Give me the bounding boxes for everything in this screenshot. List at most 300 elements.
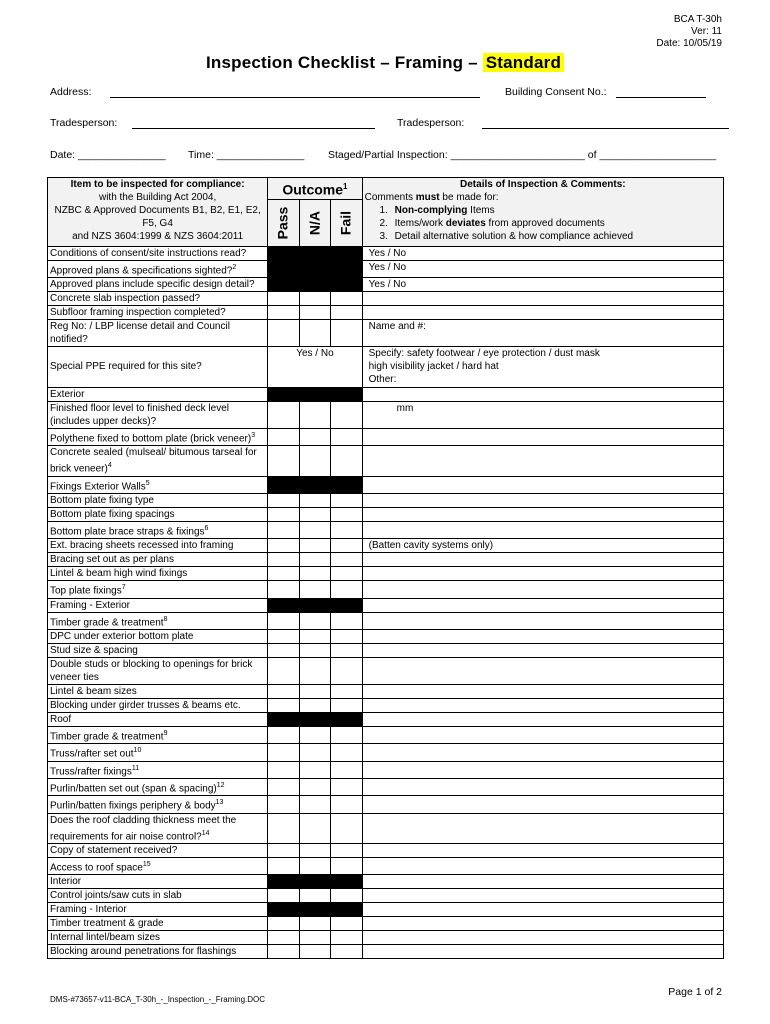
comments-cell[interactable] <box>362 744 723 761</box>
pass-checkbox[interactable] <box>268 291 299 305</box>
section-title <box>48 712 268 726</box>
fail-checkbox[interactable] <box>331 567 362 581</box>
table-row <box>48 857 724 874</box>
pass-checkbox[interactable] <box>268 319 299 346</box>
ppe-outcome-text: Yes / No <box>296 347 334 359</box>
item-text: Subfloor framing inspection completed? <box>50 306 226 318</box>
pass-checkbox[interactable] <box>268 305 299 319</box>
item-text: Concrete sealed (mulseal/ bitumous tarseal for brick veneer) <box>50 447 257 475</box>
staged-inspection-field[interactable]: Staged/Partial Inspection: _______________________ of ____________________ <box>328 149 717 161</box>
comments-cell[interactable] <box>362 684 723 698</box>
item-cell <box>48 581 268 598</box>
table-row <box>48 446 724 476</box>
comments-cell[interactable] <box>362 476 723 493</box>
item-header-line4: and NZS 3604:1999 & NZS 3604:2011 <box>72 231 244 242</box>
comments-cell[interactable] <box>362 612 723 629</box>
fail-checkbox[interactable] <box>331 507 362 521</box>
outcome-label: Outcome <box>282 181 344 198</box>
na-checkbox[interactable] <box>299 657 330 684</box>
section-row <box>48 387 724 401</box>
item-cell <box>48 857 268 874</box>
pass-checkbox[interactable] <box>268 917 299 931</box>
na-label: N/A <box>306 210 323 235</box>
na-checkbox[interactable] <box>299 843 330 857</box>
fail-checkbox[interactable] <box>331 446 362 476</box>
item-cell <box>48 401 268 428</box>
item-cell <box>48 305 268 319</box>
na-checkbox[interactable] <box>299 553 330 567</box>
item-text: Roof <box>50 713 72 725</box>
fail-label: Fail <box>337 210 354 235</box>
item-cell <box>48 813 268 843</box>
item-header-line3: NZBC & Approved Documents B1, B2, E1, E2, F5, G4 <box>54 205 261 229</box>
checklist-table <box>47 177 724 959</box>
outcome-blocked <box>268 903 362 917</box>
pass-checkbox[interactable] <box>268 761 299 778</box>
section-title <box>48 387 268 401</box>
na-checkbox[interactable] <box>299 539 330 553</box>
consent-label: Building Consent No.: <box>505 86 607 98</box>
title-main: Inspection Checklist – Framing – <box>205 53 483 72</box>
document-reference: DMS-#73657-v11-BCA_T-30h_-_Inspection_-_Framing.DOC <box>50 995 266 1004</box>
fail-checkbox[interactable] <box>331 553 362 567</box>
outcome-blocked <box>268 598 362 612</box>
pass-checkbox[interactable] <box>268 796 299 813</box>
item-text: Exterior <box>50 388 85 400</box>
item-cell <box>48 889 268 903</box>
item-cell <box>48 567 268 581</box>
outcome-blocked <box>268 260 362 277</box>
item-text: Bracing set out as per plans <box>50 554 174 566</box>
footnote-ref: 12 <box>216 781 225 789</box>
table-row <box>48 813 724 843</box>
item-text: Lintel & beam high wind fixings <box>50 568 188 580</box>
table-row <box>48 539 724 553</box>
item-text: Stud size & spacing <box>50 644 138 656</box>
na-checkbox[interactable] <box>299 726 330 743</box>
item-cell <box>48 553 268 567</box>
pass-checkbox[interactable] <box>268 567 299 581</box>
na-checkbox[interactable] <box>299 401 330 428</box>
comment-text: mm <box>396 402 414 414</box>
comment-text: Yes / No <box>368 247 407 259</box>
na-checkbox[interactable] <box>299 319 330 346</box>
item-cell <box>48 260 268 277</box>
item-text: Bottom plate fixing type <box>50 494 154 506</box>
table-row <box>48 726 724 743</box>
comments-cell[interactable] <box>362 401 723 428</box>
tradesperson-1-label: Tradesperson: <box>50 117 118 129</box>
item-text: Blocking under girder trusses & beams etc. <box>50 699 241 711</box>
footnote-ref: 11 <box>131 764 140 772</box>
comments-cell[interactable] <box>362 875 723 889</box>
fail-checkbox[interactable] <box>331 291 362 305</box>
na-checkbox[interactable] <box>299 305 330 319</box>
table-row <box>48 629 724 643</box>
table-row <box>48 612 724 629</box>
item-text: Bottom plate brace straps & fixings <box>50 526 205 538</box>
doc-date: Date: 10/05/19 <box>656 38 722 49</box>
table-row <box>48 246 724 260</box>
details-column-header <box>362 178 723 247</box>
table-row <box>48 744 724 761</box>
outcome-blocked <box>268 387 362 401</box>
comments-cell[interactable] <box>362 857 723 874</box>
na-checkbox[interactable] <box>299 612 330 629</box>
comments-cell[interactable] <box>362 507 723 521</box>
pass-checkbox[interactable] <box>268 581 299 598</box>
item-text: Fixings Exterior Walls <box>50 480 146 492</box>
details-header-title: Details of Inspection & Comments: <box>460 179 626 190</box>
comments-cell[interactable] <box>362 889 723 903</box>
pass-checkbox[interactable] <box>268 843 299 857</box>
section-row <box>48 712 724 726</box>
fail-checkbox[interactable] <box>331 684 362 698</box>
table-row <box>48 319 724 346</box>
comments-cell[interactable] <box>362 521 723 538</box>
item-text: Timber grade & treatment <box>50 616 164 628</box>
tradesperson-2-label: Tradesperson: <box>397 117 465 129</box>
item-cell <box>48 493 268 507</box>
table-row <box>48 260 724 277</box>
pass-checkbox[interactable] <box>268 553 299 567</box>
pass-checkbox[interactable] <box>268 726 299 743</box>
outcome-blocked <box>268 277 362 291</box>
fail-checkbox[interactable] <box>331 726 362 743</box>
fail-checkbox[interactable] <box>331 761 362 778</box>
item-cell <box>48 539 268 553</box>
item-text: Blocking around penetrations for flashings <box>50 946 237 958</box>
fail-checkbox[interactable] <box>331 319 362 346</box>
comments-cell[interactable] <box>362 319 723 346</box>
table-row <box>48 401 724 428</box>
comments-cell[interactable] <box>362 387 723 401</box>
na-checkbox[interactable] <box>299 857 330 874</box>
section-title <box>48 476 268 493</box>
comments-cell[interactable] <box>362 246 723 260</box>
comments-cell[interactable] <box>362 778 723 795</box>
item-header-line2: with the Building Act 2004, <box>98 192 217 203</box>
item-text: Timber grade & treatment <box>50 731 164 743</box>
comment-text: Name and #: <box>368 320 426 332</box>
pass-checkbox[interactable] <box>268 945 299 959</box>
pass-checkbox[interactable] <box>268 539 299 553</box>
pass-column-header <box>268 199 299 246</box>
item-text: Truss/rafter set out <box>50 748 134 760</box>
comments-cell[interactable] <box>362 903 723 917</box>
section-title <box>48 875 268 889</box>
comments-cell[interactable] <box>362 945 723 959</box>
pass-checkbox[interactable] <box>268 446 299 476</box>
outcome-blocked <box>268 246 362 260</box>
ppe-yes-no[interactable] <box>268 346 362 387</box>
table-row <box>48 291 724 305</box>
item-text: Purlin/batten set out (span & spacing) <box>50 783 217 795</box>
comments-cell[interactable] <box>362 843 723 857</box>
na-checkbox[interactable] <box>299 581 330 598</box>
time-field[interactable]: Time: _______________ <box>188 149 305 161</box>
footnote-ref: 13 <box>215 799 224 807</box>
item-cell <box>48 657 268 684</box>
fail-checkbox[interactable] <box>331 612 362 629</box>
details-requirement-item: 2. Items/work deviates from approved documents <box>391 217 721 230</box>
item-text: Conditions of consent/site instructions read? <box>50 247 247 259</box>
comment-text: Yes / No <box>368 278 407 290</box>
footnote-ref: 10 <box>133 747 142 755</box>
comments-cell[interactable] <box>362 260 723 277</box>
item-text: Purlin/batten fixings periphery & body <box>50 800 216 812</box>
pass-checkbox[interactable] <box>268 507 299 521</box>
comments-cell[interactable] <box>362 813 723 843</box>
na-checkbox[interactable] <box>299 744 330 761</box>
pass-checkbox[interactable] <box>268 698 299 712</box>
na-checkbox[interactable] <box>299 945 330 959</box>
details-intro: Comments must be made for: <box>364 192 499 203</box>
comments-cell[interactable] <box>362 291 723 305</box>
footnote-ref: 6 <box>204 524 209 532</box>
item-text: Finished floor level to finished deck level (includes upper decks)? <box>50 402 229 427</box>
pass-checkbox[interactable] <box>268 778 299 795</box>
table-row <box>48 507 724 521</box>
tradesperson-1-field[interactable] <box>132 128 375 129</box>
table-row <box>48 778 724 795</box>
item-cell <box>48 684 268 698</box>
item-cell <box>48 507 268 521</box>
item-text: Timber treatment & grade <box>50 918 164 930</box>
table-row <box>48 684 724 698</box>
comment-text: Yes / No <box>368 261 407 273</box>
footnote-ref: 5 <box>145 479 150 487</box>
item-text: Bottom plate fixing spacings <box>50 508 175 520</box>
section-row <box>48 476 724 493</box>
comments-cell[interactable] <box>362 553 723 567</box>
pass-label: Pass <box>274 206 291 240</box>
doc-version: Ver: 11 <box>691 26 722 37</box>
pass-checkbox[interactable] <box>268 612 299 629</box>
comments-cell[interactable] <box>362 305 723 319</box>
fail-checkbox[interactable] <box>331 889 362 903</box>
fail-checkbox[interactable] <box>331 581 362 598</box>
pass-checkbox[interactable] <box>268 744 299 761</box>
na-checkbox[interactable] <box>299 917 330 931</box>
comments-cell[interactable] <box>362 712 723 726</box>
comments-cell[interactable] <box>362 428 723 445</box>
item-cell <box>48 643 268 657</box>
date-field[interactable]: Date: _______________ <box>50 149 166 161</box>
item-cell <box>48 346 268 387</box>
item-cell <box>48 931 268 945</box>
outcome-footnote: 1 <box>343 182 348 191</box>
table-row <box>48 305 724 319</box>
fail-checkbox[interactable] <box>331 796 362 813</box>
item-text: Concrete slab inspection passed? <box>50 292 201 304</box>
fail-checkbox[interactable] <box>331 493 362 507</box>
footnote-ref: 15 <box>142 860 151 868</box>
item-cell <box>48 612 268 629</box>
footnote-ref: 14 <box>201 829 210 837</box>
na-checkbox[interactable] <box>299 761 330 778</box>
comments-cell[interactable] <box>362 657 723 684</box>
item-cell <box>48 744 268 761</box>
comments-cell[interactable] <box>362 629 723 643</box>
pass-checkbox[interactable] <box>268 657 299 684</box>
title-highlight: Standard <box>483 53 564 72</box>
fail-checkbox[interactable] <box>331 539 362 553</box>
comments-cell[interactable] <box>362 581 723 598</box>
comments-cell[interactable] <box>362 726 723 743</box>
table-row <box>48 698 724 712</box>
item-header-title: Item to be inspected for compliance: <box>70 179 245 190</box>
item-column-header <box>48 178 268 247</box>
item-cell <box>48 291 268 305</box>
fail-checkbox[interactable] <box>331 931 362 945</box>
na-checkbox[interactable] <box>299 796 330 813</box>
na-checkbox[interactable] <box>299 684 330 698</box>
comments-cell[interactable] <box>362 567 723 581</box>
comments-cell[interactable] <box>362 698 723 712</box>
na-checkbox[interactable] <box>299 931 330 945</box>
na-checkbox[interactable] <box>299 643 330 657</box>
item-text: Does the roof cladding thickness meet the requirements for air noise control? <box>50 814 237 842</box>
na-checkbox[interactable] <box>299 291 330 305</box>
pass-checkbox[interactable] <box>268 684 299 698</box>
pass-checkbox[interactable] <box>268 428 299 445</box>
details-requirements-list <box>365 204 721 243</box>
fail-checkbox[interactable] <box>331 813 362 843</box>
checklist-rows <box>48 246 724 959</box>
table-row <box>48 796 724 813</box>
fail-checkbox[interactable] <box>331 629 362 643</box>
details-requirement-item: 1. Non-complying Items <box>391 204 721 217</box>
fail-checkbox[interactable] <box>331 843 362 857</box>
item-cell <box>48 698 268 712</box>
pass-checkbox[interactable] <box>268 521 299 538</box>
tradesperson-2-field[interactable] <box>482 128 729 129</box>
pass-checkbox[interactable] <box>268 629 299 643</box>
footnote-ref: 9 <box>163 729 168 737</box>
item-text: DPC under exterior bottom plate <box>50 630 194 642</box>
item-cell <box>48 917 268 931</box>
na-checkbox[interactable] <box>299 567 330 581</box>
pass-checkbox[interactable] <box>268 857 299 874</box>
table-row <box>48 945 724 959</box>
item-text: Approved plans & specifications sighted? <box>50 264 233 276</box>
comments-cell[interactable] <box>362 277 723 291</box>
outcome-header <box>268 178 362 200</box>
consent-field[interactable] <box>616 97 706 98</box>
page-number: Page 1 of 2 <box>668 986 722 998</box>
comments-cell[interactable] <box>362 598 723 612</box>
na-checkbox[interactable] <box>299 446 330 476</box>
address-label: Address: <box>50 86 92 98</box>
pass-checkbox[interactable] <box>268 931 299 945</box>
fail-checkbox[interactable] <box>331 857 362 874</box>
fail-checkbox[interactable] <box>331 643 362 657</box>
pass-checkbox[interactable] <box>268 889 299 903</box>
na-checkbox[interactable] <box>299 813 330 843</box>
item-text: Lintel & beam sizes <box>50 685 137 697</box>
pass-checkbox[interactable] <box>268 643 299 657</box>
fail-column-header <box>331 199 362 246</box>
table-row <box>48 553 724 567</box>
na-checkbox[interactable] <box>299 629 330 643</box>
item-cell <box>48 843 268 857</box>
table-row <box>48 581 724 598</box>
item-text: Framing - Exterior <box>50 599 131 611</box>
fail-checkbox[interactable] <box>331 305 362 319</box>
na-checkbox[interactable] <box>299 521 330 538</box>
item-cell <box>48 246 268 260</box>
fail-checkbox[interactable] <box>331 744 362 761</box>
comments-cell[interactable] <box>362 931 723 945</box>
section-title <box>48 598 268 612</box>
comments-cell[interactable] <box>362 917 723 931</box>
comments-cell[interactable] <box>362 493 723 507</box>
na-column-header <box>299 199 330 246</box>
fail-checkbox[interactable] <box>331 945 362 959</box>
doc-code: BCA T-30h <box>673 14 722 25</box>
table-row <box>48 428 724 445</box>
na-checkbox[interactable] <box>299 507 330 521</box>
details-requirement-item: 3. Detail alternative solution & how compliance achieved <box>391 230 721 243</box>
comments-cell[interactable] <box>362 346 723 387</box>
table-row <box>48 889 724 903</box>
na-checkbox[interactable] <box>299 493 330 507</box>
item-cell <box>48 761 268 778</box>
outcome-blocked <box>268 875 362 889</box>
fail-checkbox[interactable] <box>331 917 362 931</box>
comments-cell[interactable] <box>362 446 723 476</box>
address-field[interactable] <box>110 97 480 98</box>
na-checkbox[interactable] <box>299 428 330 445</box>
pass-checkbox[interactable] <box>268 401 299 428</box>
ppe-option-line: Specify: safety footwear / eye protection / dust mask <box>368 347 600 359</box>
pass-checkbox[interactable] <box>268 813 299 843</box>
fail-checkbox[interactable] <box>331 401 362 428</box>
fail-checkbox[interactable] <box>331 521 362 538</box>
na-checkbox[interactable] <box>299 778 330 795</box>
item-cell <box>48 726 268 743</box>
comments-cell[interactable] <box>362 761 723 778</box>
table-row <box>48 931 724 945</box>
item-cell <box>48 945 268 959</box>
fail-checkbox[interactable] <box>331 657 362 684</box>
item-text: Special PPE required for this site? <box>50 361 202 373</box>
section-title <box>48 903 268 917</box>
comments-cell[interactable] <box>362 796 723 813</box>
footnote-ref: 2 <box>232 263 237 271</box>
comments-cell[interactable] <box>362 539 723 553</box>
na-checkbox[interactable] <box>299 698 330 712</box>
item-cell <box>48 319 268 346</box>
item-text: Interior <box>50 876 82 888</box>
comments-cell[interactable] <box>362 643 723 657</box>
table-row <box>48 567 724 581</box>
fail-checkbox[interactable] <box>331 698 362 712</box>
fail-checkbox[interactable] <box>331 428 362 445</box>
section-row <box>48 903 724 917</box>
fail-checkbox[interactable] <box>331 778 362 795</box>
section-row <box>48 875 724 889</box>
na-checkbox[interactable] <box>299 889 330 903</box>
table-row <box>48 917 724 931</box>
pass-checkbox[interactable] <box>268 493 299 507</box>
section-row <box>48 598 724 612</box>
item-cell <box>48 778 268 795</box>
footnote-ref: 7 <box>121 584 126 592</box>
item-cell <box>48 629 268 643</box>
item-text: Internal lintel/beam sizes <box>50 932 161 944</box>
